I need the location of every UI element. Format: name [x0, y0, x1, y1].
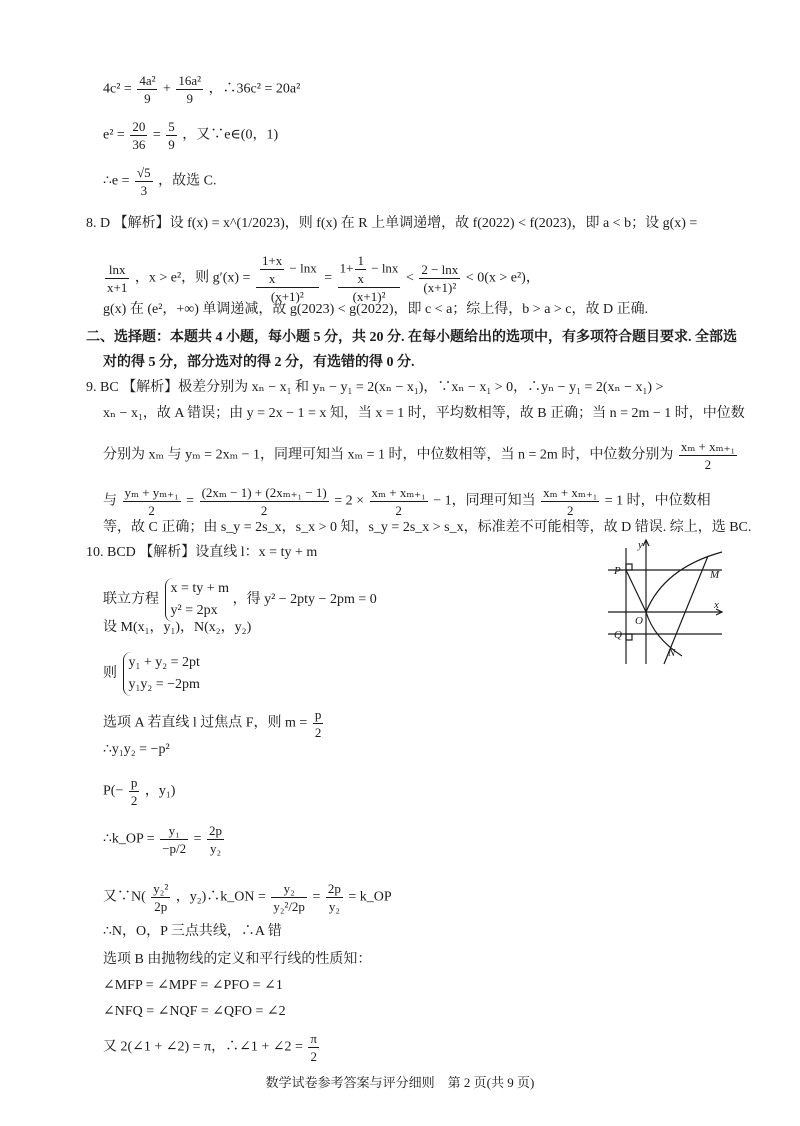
fraction: $\frac{\text{xₘ + xₘ₊₁}}{2}$ — [543, 485, 598, 518]
equation-system: y₁ + y₂ = 2pt y₁y₂ = −2pm — [123, 652, 200, 696]
p7-line3: ∴e = $\frac{√5}{3}$ ，故选 C. — [103, 165, 217, 198]
fraction: $\frac{\text{xₘ + xₘ₊₁}}{2}$ — [371, 485, 426, 518]
section-heading-line1: 二、选择题：本题共 4 小题，每小题 5 分，共 20 分. 在每小题给出的选项中，有多项符合题目要求. 全部选 — [86, 330, 737, 345]
line-po — [626, 570, 646, 612]
fraction: $\frac{√5}{3}$ — [137, 165, 151, 198]
fraction: $\frac{\text{16a²}}{9}$ — [178, 73, 202, 106]
fraction: $\frac{2 - \ln x}{\text{(x+1)²}}$ — [421, 262, 459, 295]
fraction: $\frac{1}{x}$ — [357, 253, 364, 286]
fraction: $\frac{\text{y₂}}{\text{y₂²/2p}}$ — [273, 881, 305, 914]
label-m: M — [710, 569, 720, 581]
fraction: $\frac{\text{xₘ + xₘ₊₁}}{2}$ — [680, 439, 735, 472]
fraction: $\frac{\text{yₘ + yₘ₊₁}}{2}$ — [124, 485, 179, 518]
parabola-figure — [604, 538, 724, 666]
q9-line4: 与 $\frac{\text{yₘ + yₘ₊₁}}{2}$ = $\frac{\text{(2xₘ − 1) + (2xₘ₊₁ − 1)}}{2}$ = 2 × $\frac{\text{xₘ + xₘ₊₁}}{2}$ − 1，同理可知当 $\frac{\text{xₘ + xₘ₊₁}}{2}$ = 1 时，中位数相 — [103, 485, 711, 518]
right-angle-marker — [626, 564, 632, 570]
p7-line2: e² = $\frac{20}{36}$ = $\frac{5}{9}$ ，又∵e∈(0，1) — [103, 119, 279, 152]
fraction: $\frac{\text{(2xₘ − 1) + (2xₘ₊₁ − 1)}}{2}$ — [201, 485, 327, 518]
label-n: N — [668, 647, 676, 659]
q10-line10: ∴N，O，P 三点共线，∴A 错 — [103, 924, 282, 939]
right-angle-marker — [626, 634, 632, 640]
q8-line2: $\frac{\ln x}{x+1}$ ，x > e²，则 g′(x) = $\frac{1+x}{x}$ − lnx (x+1)² = 1+ $\frac{1}{x}$ − lnx (x+1)² < $\frac{2 - \ln x}{\text{(x+1)²}}$ < 0(x > e²)， — [107, 253, 540, 304]
page-footer: 数学试卷参考答案与评分细则 第 2 页(共 9 页) — [265, 1075, 535, 1090]
fraction: $\frac{p}{2}$ — [130, 775, 138, 808]
q8-line3: g(x) 在 (e²，+∞) 单调递减，故 g(2023) < g(2022)，即 c < a；综上得，b > a > c，故 D 正确. — [103, 302, 649, 317]
q10-line4: 则 y₁ + y₂ = 2pt y₁y₂ = −2pm — [103, 652, 200, 696]
label-x: x — [714, 599, 719, 611]
q9-line5: 等，故 C 正确；由 s_y = 2s_x，s_x > 0 知，s_y = 2s_x > s_x，标准差不可能相等，故 D 错误. 综上，选 BC. — [103, 520, 752, 535]
q10-line1: 10. BCD 【解析】设直线 l：x = ty + m — [86, 545, 318, 560]
q10-line13: ∠NFQ = ∠NQF = ∠QFO = ∠2 — [103, 1004, 286, 1019]
fraction: $\frac{\text{y₂²}}{2p}$ — [153, 881, 169, 914]
q10-line6: ∴y₁y₂ = −p² — [103, 742, 170, 757]
q10-line5: 选项 A 若直线 l 过焦点 F，则 m = $\frac{p}{2}$ — [103, 707, 322, 740]
fraction: $\frac{\text{4a²}}{9}$ — [139, 73, 156, 106]
fraction: $\frac{20}{36}$ — [132, 119, 146, 152]
q10-line11: 选项 B 由抛物线的定义和平行线的性质知： — [103, 952, 372, 967]
q10-line3: 设 M(x₁，y₁)，N(x₂，y₂) — [103, 620, 252, 635]
section-heading-line2: 对的得 5 分，部分选对的得 2 分，有选错的得 0 分. — [103, 355, 415, 370]
q9-line1: 9. BC 【解析】极差分别为 xₙ − x₁ 和 yₙ − y₁ = 2(xₙ − x₁)，∵xₙ − x₁ > 0，∴yₙ − y₁ = 2(xₙ − x₁) > — [86, 380, 664, 395]
q9-line3: 分别为 xₘ 与 yₘ = 2xₘ − 1，同理可知当 xₘ = 1 时，中位数相等，当 n = 2m 时，中位数分别为 $\frac{\text{xₘ + xₘ₊₁}}{2}$ — [103, 439, 735, 472]
fraction: $\frac{\ln x}{x+1}$ — [107, 262, 128, 295]
fraction: $\frac{1+x}{x}$ — [261, 253, 283, 286]
q10-line8: ∴k_OP = $\frac{\text{y₁}}{-p/2}$ = $\frac{2p}{\text{y₂}}$ — [103, 823, 223, 856]
fraction: $\frac{p}{2}$ — [314, 707, 322, 740]
q10-line9: 又∵N( $\frac{\text{y₂²}}{2p}$ ，y₂)∴k_ON = $\frac{\text{y₂}}{\text{y₂²/2p}}$ = $\frac{2p}{\text{y₂}}$ = k_OP — [103, 881, 392, 914]
fraction: $\frac{\pi}{2}$ — [310, 1031, 317, 1064]
fraction: 1+ $\frac{1}{x}$ − lnx (x+1)² — [339, 253, 399, 304]
label-y: y — [638, 539, 643, 551]
p7-line1: 4c² = $\frac{\text{4a²}}{9}$ + $\frac{\text{16a²}}{9}$ ，∴36c² = 20a² — [103, 73, 301, 106]
label-o: O — [635, 615, 643, 627]
q9-line2: xₙ − x₁，故 A 错误；由 y = 2x − 1 = x 知，当 x = 1 时，平均数相等，故 B 正确；当 n = 2m − 1 时，中位数 — [103, 406, 745, 421]
fraction: $\frac{\text{y₁}}{-p/2}$ — [162, 823, 187, 856]
q10-line12: ∠MFP = ∠MPF = ∠PFO = ∠1 — [103, 978, 283, 993]
label-p: P — [614, 565, 621, 577]
label-q: Q — [614, 629, 622, 641]
q10-line7: P(− $\frac{p}{2}$ ，y₁) — [103, 775, 176, 808]
fraction: $\frac{2p}{\text{y₂}}$ — [327, 881, 341, 914]
fraction: $\frac{2p}{\text{y₂}}$ — [209, 823, 223, 856]
q10-line2: 联立方程 x = ty + m y² = 2px ，得 y² − 2pty − 2pm = 0 — [103, 578, 377, 622]
parabola-curve — [646, 552, 722, 656]
fraction: $\frac{1+x}{x}$ − lnx (x+1)² — [256, 252, 319, 305]
fraction: $\frac{5}{9}$ — [168, 119, 175, 152]
equation-system: x = ty + m y² = 2px — [165, 578, 230, 622]
q8-line1: 8. D 【解析】设 f(x) = x^(1/2023)，则 f(x) 在 R 上单调递增，故 f(2022) < f(2023)，即 a < b；设 g(x) = — [86, 216, 698, 231]
q10-line14: 又 2(∠1 + ∠2) = π，∴∠1 + ∠2 = $\frac{\pi}{2}$ — [103, 1031, 317, 1064]
